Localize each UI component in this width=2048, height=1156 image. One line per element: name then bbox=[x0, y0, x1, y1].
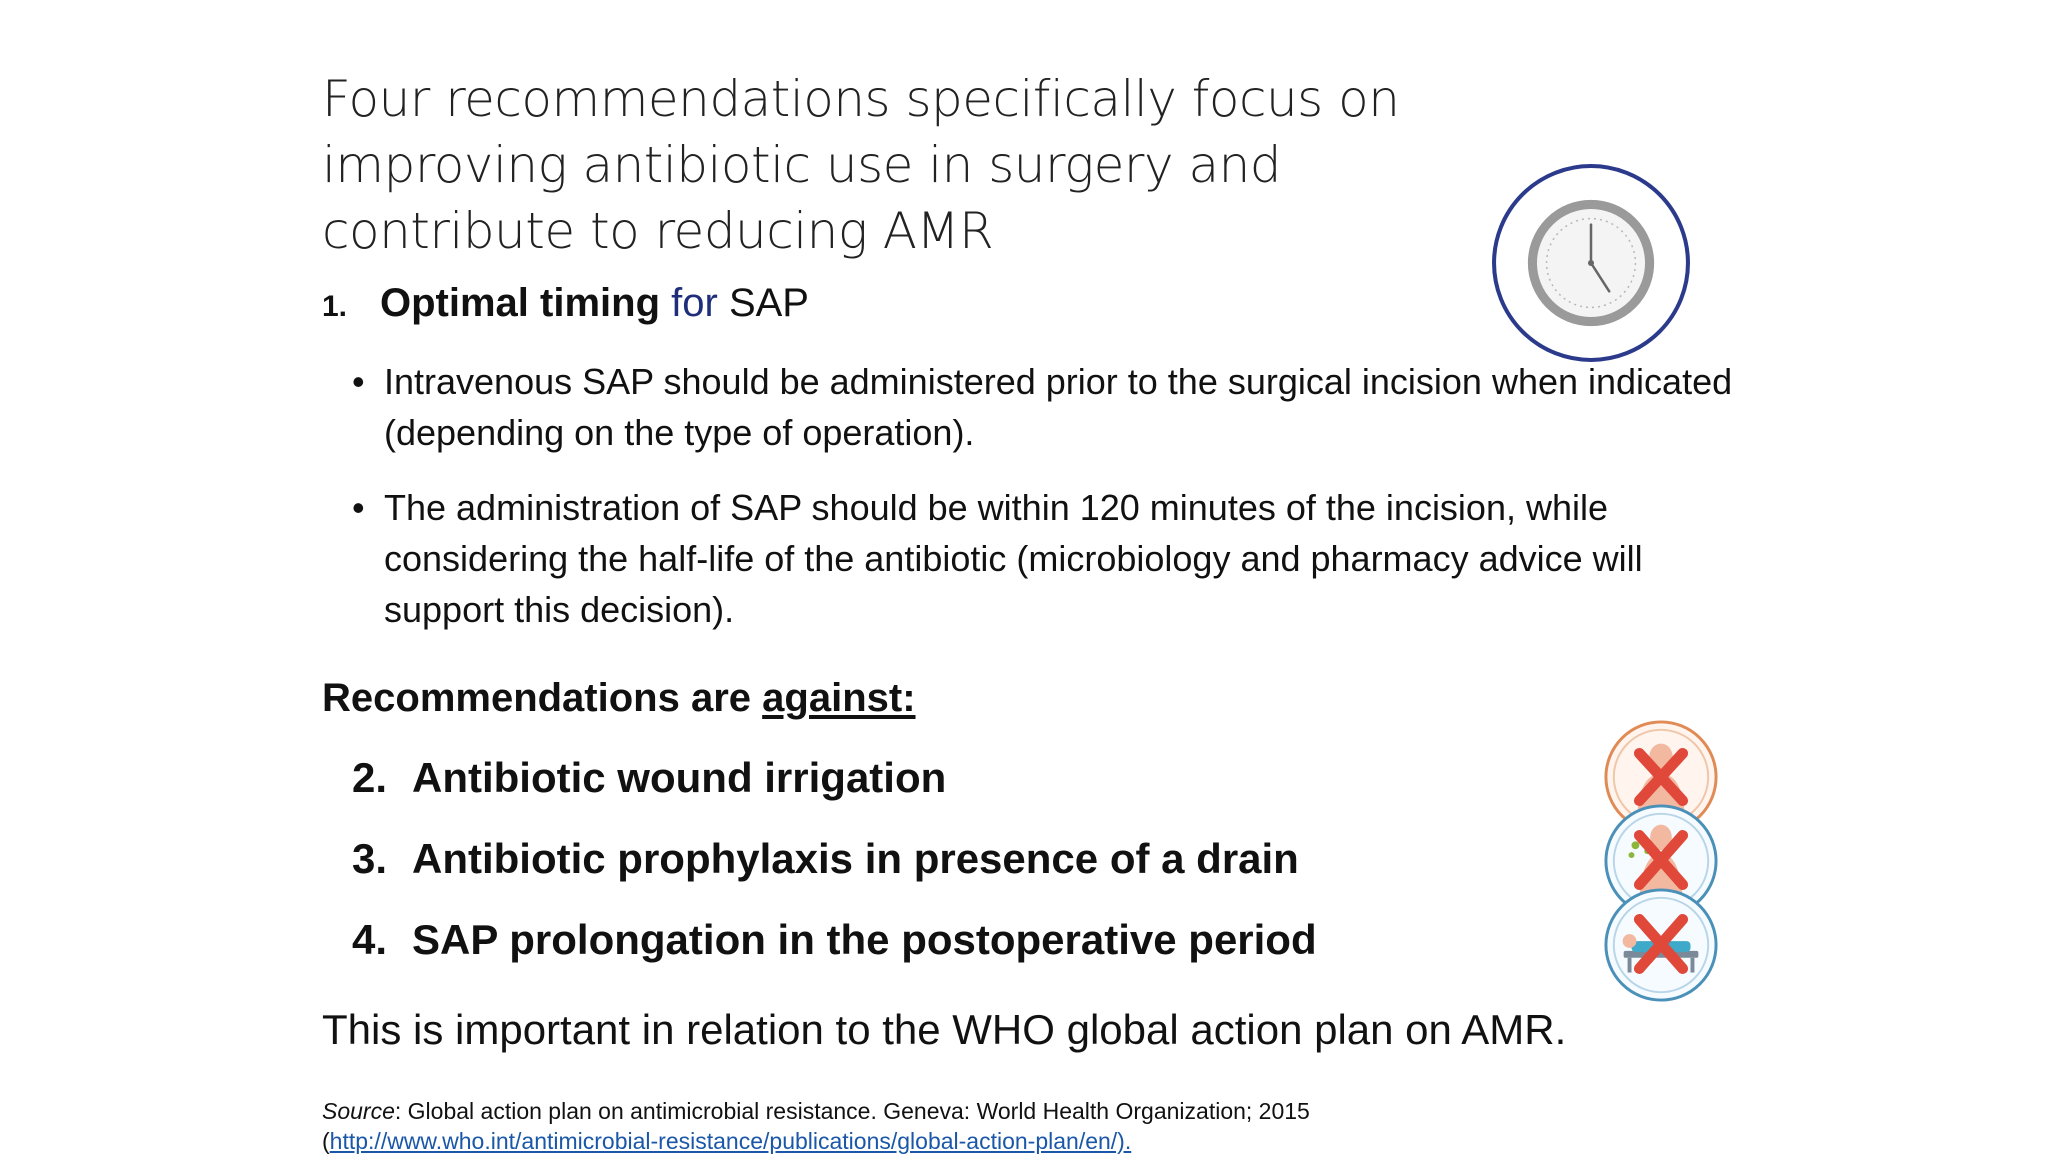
against-item-number: 2. bbox=[352, 754, 388, 801]
recommendation-rest-text: SAP bbox=[728, 281, 809, 325]
bullet-text: Intravenous SAP should be administered prior to the surgical incision when indicated (depending on the type of operation). bbox=[384, 361, 1733, 453]
recommendation-number: 1. bbox=[322, 290, 348, 323]
importance-statement: This is important in relation to the WHO global action plan on AMR. bbox=[322, 1006, 1567, 1053]
bullet-item bbox=[352, 482, 1772, 635]
patient-bed-crossed-icon bbox=[1602, 886, 1720, 1004]
recommendation-bold-text: Optimal timing bbox=[380, 281, 660, 325]
recommendation-for-text: for bbox=[671, 281, 718, 325]
title-line-1: Four recommendations specifically focus on bbox=[322, 70, 1400, 128]
bullet-text: The administration of SAP should be within 120 minutes of the incision, while considering the half-life of the antibiotic (microbiology and pharmacy advice will support this decision). bbox=[384, 487, 1643, 630]
against-item-number: 3. bbox=[352, 835, 388, 882]
slide-title bbox=[322, 66, 1522, 264]
against-item-text: Antibiotic prophylaxis in presence of a drain bbox=[412, 835, 1299, 882]
source-citation bbox=[322, 1096, 1310, 1156]
against-underlined: against: bbox=[762, 676, 916, 720]
recommendation-1-heading bbox=[322, 280, 809, 330]
source-link[interactable]: http://www.who.int/antimicrobial-resistance/publications/global-action-plan/en/). bbox=[329, 1128, 1132, 1154]
against-item-number: 4. bbox=[352, 916, 388, 963]
source-text: : Global action plan on antimicrobial resistance. Geneva: World Health Organization; 2015 bbox=[394, 1098, 1310, 1124]
against-list bbox=[352, 754, 1317, 997]
against-item bbox=[352, 916, 1317, 997]
clock-icon bbox=[1490, 162, 1692, 364]
source-line-1 bbox=[322, 1096, 1310, 1126]
source-label: Source bbox=[322, 1098, 395, 1124]
against-prefix: Recommendations are bbox=[322, 676, 752, 720]
against-item bbox=[352, 835, 1317, 916]
bullet-symbol: • bbox=[352, 487, 365, 528]
against-item-text: Antibiotic wound irrigation bbox=[412, 754, 947, 801]
source-open-paren: ( bbox=[322, 1128, 330, 1154]
timing-bullet-list bbox=[352, 356, 1772, 659]
bullet-item bbox=[352, 356, 1772, 458]
title-line-3: contribute to reducing AMR bbox=[322, 202, 994, 260]
against-heading bbox=[322, 676, 916, 721]
title-line-2: improving antibiotic use in surgery and bbox=[322, 136, 1282, 194]
against-item bbox=[352, 754, 1317, 835]
bullet-symbol: • bbox=[352, 361, 365, 402]
against-item-text: SAP prolongation in the postoperative period bbox=[412, 916, 1317, 963]
